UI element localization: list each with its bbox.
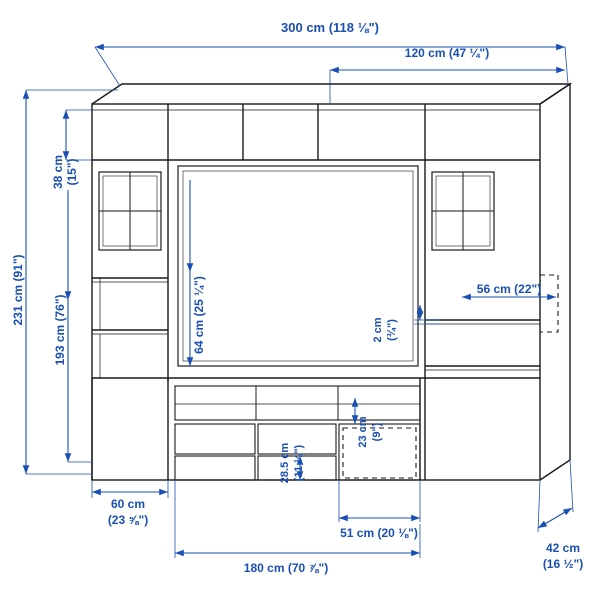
dim-total-height: 231 cm (91") — [11, 254, 25, 326]
dim-door-width: 51 cm (20 ⅛") — [340, 526, 418, 540]
dim-total-width: 300 cm (118 ⅛") — [281, 20, 379, 35]
dim-left-cabinet-width-metric: 60 cm — [110, 497, 146, 511]
dim-drawer-front-height-imperial: (9") — [371, 422, 383, 442]
dim-depth-metric: 42 cm — [545, 541, 581, 555]
dim-top-panel-height-imperial: (15") — [65, 158, 79, 186]
dim-bench-width: 180 cm (70 ⅞") — [243, 561, 329, 575]
dim-depth-imperial: (16 ½") — [542, 557, 584, 571]
dashed-guides — [343, 275, 558, 478]
dim-top-panel-height-metric: 38 cm — [51, 154, 65, 190]
dim-lower-drawer-height-metric: 28.5 cm — [279, 442, 291, 484]
dim-tv-opening-height: 64 cm (25 ¼") — [192, 276, 206, 354]
dim-right-shelf-width: 56 cm (22") — [476, 282, 542, 296]
dim-left-cabinet-width-imperial: (23 ⅝") — [107, 513, 149, 527]
dim-body-height: 193 cm (76") — [53, 294, 67, 366]
dim-shelf-thickness-metric: 2 cm — [372, 317, 384, 343]
dim-drawer-front-height-metric: 23 cm — [357, 416, 369, 448]
dim-lower-drawer-height-imperial: (11 ¼") — [293, 444, 305, 482]
dim-shelf-thickness-imperial: (¾") — [386, 319, 398, 341]
dim-upper-right-width: 120 cm (47 ¼") — [404, 46, 490, 60]
